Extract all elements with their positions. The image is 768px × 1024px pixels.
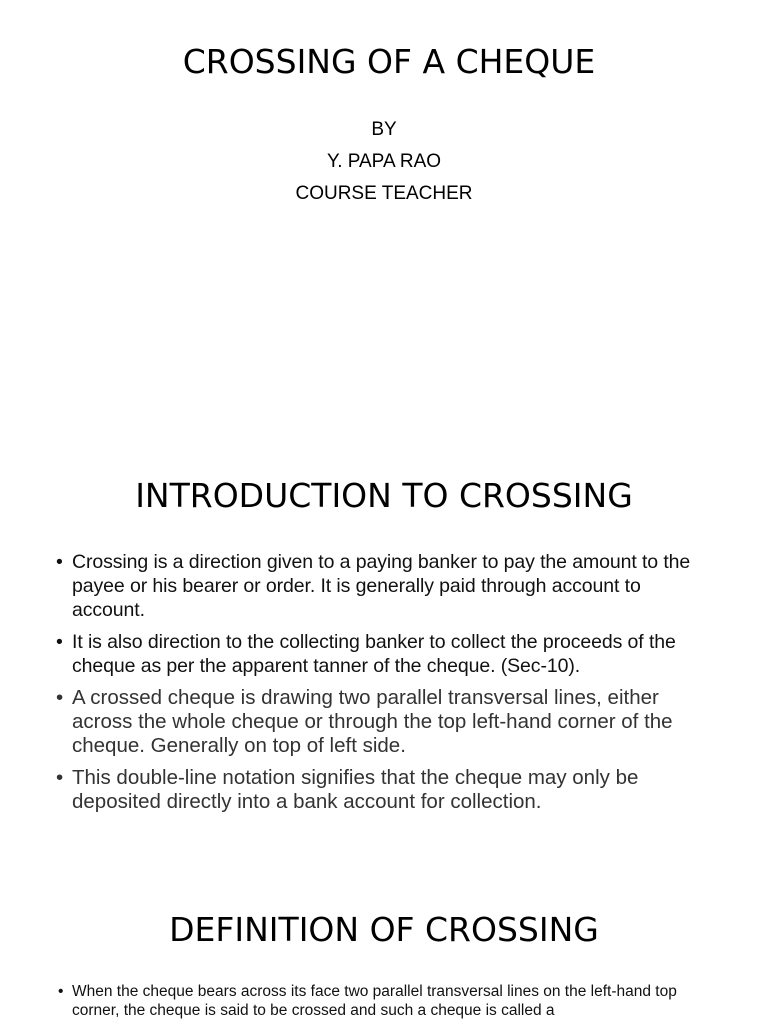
list-item (56, 686, 706, 758)
bullet-icon: • (56, 551, 63, 573)
list-item (56, 630, 706, 678)
bullet-text: It is also direction to the collecting banker to collect the proceeds of the cheque as per the apparent tanner of the cheque. (Sec-10). (72, 631, 676, 677)
list-item (56, 550, 706, 622)
definition-bullet-list (58, 982, 698, 1020)
slide-3-title: DEFINITION OF CROSSING (169, 910, 599, 949)
slide-1-title: CROSSING OF A CHEQUE (182, 42, 596, 81)
slide-2-title: INTRODUCTION TO CROSSING (135, 476, 633, 515)
author-role: COURSE TEACHER (295, 183, 473, 204)
bullet-icon: • (58, 983, 64, 1000)
slide-title (0, 0, 768, 400)
author-name: Y. PAPA RAO (326, 151, 442, 172)
list-item (56, 766, 706, 814)
intro-bullet-list (56, 550, 706, 822)
slide-introduction (0, 440, 768, 860)
bullet-text: Crossing is a direction given to a paying banker to pay the amount to the payee or his bearer or order. It is generally paid through account to account. (72, 551, 691, 621)
bullet-icon: • (56, 631, 63, 653)
author-block (0, 114, 768, 210)
bullet-icon: • (56, 686, 64, 709)
bullet-text: When the cheque bears across its face two parallel transversal lines on the left-hand top corner, the cheque is said to be crossed and such a cheque is called a (72, 983, 677, 1019)
slide-definition (0, 880, 768, 1024)
bullet-text: A crossed cheque is drawing two parallel transversal lines, either across the whole cheque or through the top left-hand corner of the cheque. Generally on top of left side. (72, 686, 673, 757)
bullet-icon: • (56, 766, 64, 789)
list-item (58, 982, 698, 1020)
subtitle-by: BY (371, 119, 397, 140)
bullet-text: This double-line notation signifies that the cheque may only be deposited directly into a bank account for collection. (72, 766, 639, 813)
